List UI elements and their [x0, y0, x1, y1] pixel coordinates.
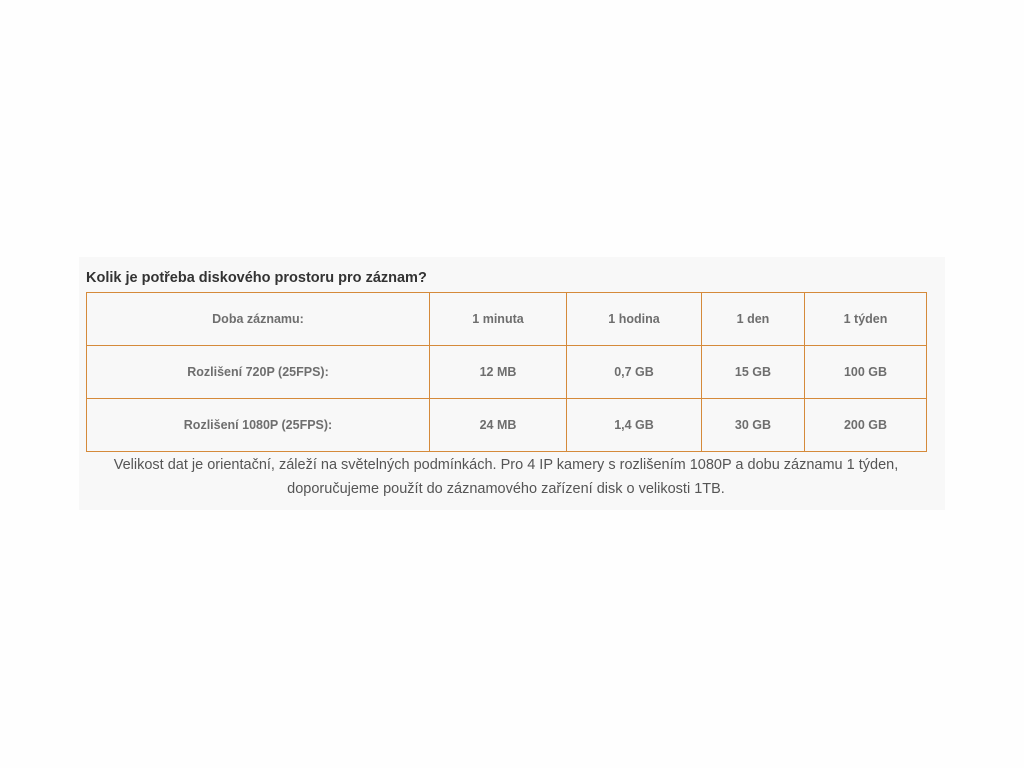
- header-cell-1-day: 1 den: [702, 293, 805, 346]
- table-cell: 12 MB: [430, 346, 567, 399]
- table-cell: 200 GB: [805, 399, 927, 452]
- storage-info-panel: [79, 257, 945, 510]
- table-header-row: [87, 293, 927, 346]
- table-cell: 24 MB: [430, 399, 567, 452]
- storage-note: [86, 453, 926, 501]
- table-cell: 30 GB: [702, 399, 805, 452]
- table-cell: 1,4 GB: [567, 399, 702, 452]
- header-cell-duration: Doba záznamu:: [87, 293, 430, 346]
- storage-heading: Kolik je potřeba diskového prostoru pro záznam?: [86, 270, 427, 286]
- table-cell: 100 GB: [805, 346, 927, 399]
- header-cell-1-week: 1 týden: [805, 293, 927, 346]
- row-label-720p: Rozlišení 720P (25FPS):: [87, 346, 430, 399]
- storage-table: [86, 292, 927, 452]
- row-label-1080p: Rozlišení 1080P (25FPS):: [87, 399, 430, 452]
- table-row: [87, 346, 927, 399]
- storage-note-line-2: doporučujeme použít do záznamového zařízení disk o velikosti 1TB.: [287, 481, 725, 497]
- table-cell: 0,7 GB: [567, 346, 702, 399]
- table-cell: 15 GB: [702, 346, 805, 399]
- storage-note-line-1: Velikost dat je orientační, záleží na světelných podmínkách. Pro 4 IP kamery s rozlišením 1080P a dobu záznamu 1 týden,: [113, 457, 899, 473]
- header-cell-1-minute: 1 minuta: [430, 293, 567, 346]
- table-row: [87, 399, 927, 452]
- header-cell-1-hour: 1 hodina: [567, 293, 702, 346]
